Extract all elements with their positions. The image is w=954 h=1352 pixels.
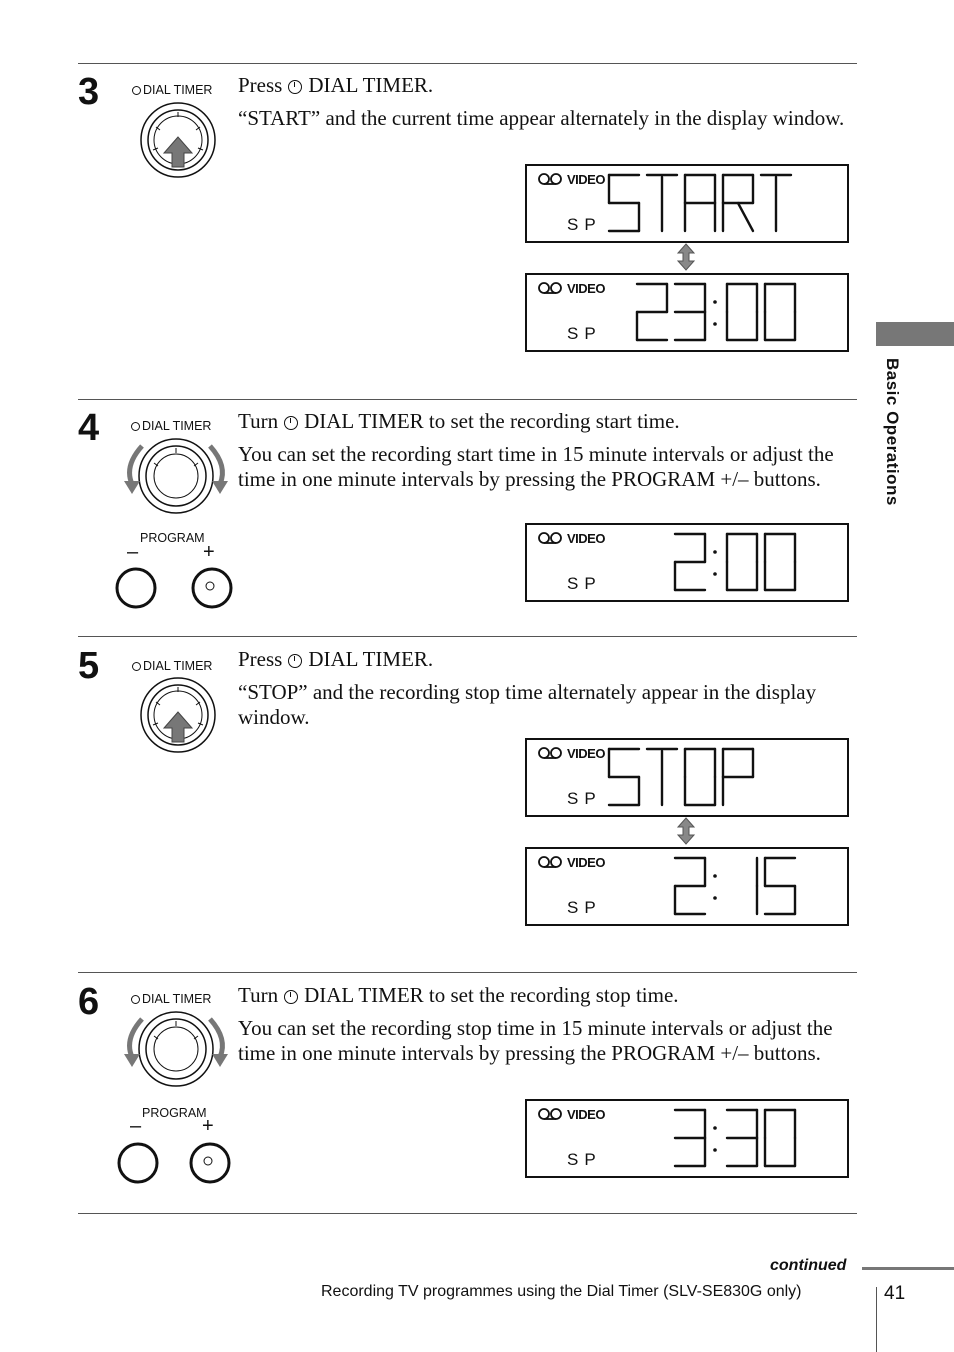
footer-title: Recording TV programmes using the Dial Timer (SLV-SE830G only) <box>321 1283 802 1300</box>
step-number: 5 <box>78 645 100 687</box>
colon-dot <box>713 322 717 326</box>
display-digit <box>765 284 795 340</box>
display-digit <box>675 534 705 590</box>
dial-timer-label: DIAL TIMER <box>132 659 212 673</box>
display-segments <box>527 275 847 350</box>
step-number: 4 <box>78 407 100 449</box>
colon-dot <box>713 572 717 576</box>
program-label: PROGRAM <box>142 1106 207 1120</box>
sp-indicator: SP <box>567 215 602 234</box>
sp-indicator: SP <box>567 789 602 808</box>
dial-timer-turn-icon <box>118 1009 236 1089</box>
program-label: PROGRAM <box>140 531 205 545</box>
dial-timer-label: DIAL TIMER <box>131 419 211 433</box>
step-body: “START” and the current time appear alternately in the display window. <box>238 106 845 130</box>
divider <box>78 399 857 400</box>
dial-timer-label: DIAL TIMER <box>132 83 212 97</box>
step-body: You can set the recording start time in 15 minute intervals or adjust the time in one minute intervals by pressing the PROGRAM +/– buttons. <box>238 442 834 491</box>
video-indicator: VIDEO <box>537 746 605 761</box>
sp-indicator: SP <box>567 574 602 593</box>
plus-sign: + <box>202 1115 214 1137</box>
display-digit <box>609 749 639 805</box>
minus-sign: – <box>127 541 139 563</box>
colon-dot <box>713 874 717 878</box>
display-digit <box>727 534 757 590</box>
step-text <box>238 73 853 131</box>
video-indicator: VIDEO <box>537 281 605 296</box>
continued-label: continued <box>770 1257 847 1274</box>
step-text <box>238 647 853 730</box>
display-window <box>525 523 849 602</box>
video-indicator: VIDEO <box>537 855 605 870</box>
continued-rule <box>862 1267 954 1270</box>
display-digit <box>647 175 677 231</box>
step-text <box>238 409 853 492</box>
step-number: 6 <box>78 981 100 1023</box>
minus-sign: – <box>130 1115 142 1137</box>
display-digit <box>675 858 705 914</box>
video-indicator: VIDEO <box>537 531 605 546</box>
step-instruction: Press DIAL TIMER. <box>238 647 434 671</box>
program-plus-button-icon <box>190 566 234 610</box>
video-indicator: VIDEO <box>537 172 605 187</box>
footer-divider <box>876 1287 877 1352</box>
colon-dot <box>713 1148 717 1152</box>
display-segments <box>527 1101 847 1176</box>
program-plus-button-icon <box>188 1141 232 1185</box>
display-window <box>525 847 849 926</box>
display-digit <box>675 284 705 340</box>
alternate-arrow-icon <box>677 243 695 271</box>
colon-dot <box>713 300 717 304</box>
display-digit <box>723 175 753 231</box>
step-instruction: Turn DIAL TIMER to set the recording stop time. <box>238 983 679 1007</box>
dial-timer-press-icon <box>137 101 219 179</box>
video-indicator: VIDEO <box>537 1107 605 1122</box>
display-digit <box>765 858 795 914</box>
section-tab <box>876 322 954 346</box>
alternate-arrow-icon <box>677 817 695 845</box>
timer-icon <box>131 995 140 1004</box>
timer-icon <box>132 86 141 95</box>
display-window <box>525 164 849 243</box>
timer-icon <box>132 662 141 671</box>
program-minus-button-icon <box>114 566 158 610</box>
timer-icon <box>288 80 302 94</box>
display-segments <box>527 166 847 241</box>
dial-timer-turn-icon <box>118 436 236 516</box>
step-body: “STOP” and the recording stop time alternately appear in the display window. <box>238 680 817 729</box>
display-segments <box>527 740 847 815</box>
timer-icon <box>288 654 302 668</box>
dial-timer-label: DIAL TIMER <box>131 992 211 1006</box>
step-instruction: Turn DIAL TIMER to set the recording start time. <box>238 409 680 433</box>
display-segments <box>527 525 847 600</box>
display-window <box>525 273 849 352</box>
display-digit <box>761 175 791 231</box>
display-digit <box>765 1110 795 1166</box>
divider <box>78 1213 857 1214</box>
divider <box>78 636 857 637</box>
display-window <box>525 1099 849 1178</box>
plus-sign: + <box>203 541 215 563</box>
step-number: 3 <box>78 71 100 113</box>
display-digit <box>765 534 795 590</box>
step-text <box>238 983 853 1066</box>
display-segments <box>527 849 847 924</box>
display-digit <box>675 1110 705 1166</box>
step-instruction: Press DIAL TIMER. <box>238 73 434 97</box>
step-body: You can set the recording stop time in 15 minute intervals or adjust the time in one minute intervals by pressing the PROGRAM +/– buttons. <box>238 1016 833 1065</box>
colon-dot <box>713 896 717 900</box>
divider <box>78 63 857 64</box>
program-minus-button-icon <box>116 1141 160 1185</box>
display-digit <box>685 175 715 231</box>
timer-icon <box>284 990 298 1004</box>
dial-timer-press-icon <box>137 676 219 754</box>
display-digit <box>609 175 639 231</box>
display-digit <box>637 284 667 340</box>
section-title: Basic Operations <box>883 358 902 506</box>
display-digit <box>727 284 757 340</box>
divider <box>78 972 857 973</box>
sp-indicator: SP <box>567 324 602 343</box>
page-number: 41 <box>884 1283 906 1304</box>
timer-icon <box>131 422 140 431</box>
display-digit <box>727 1110 757 1166</box>
display-digit <box>685 749 715 805</box>
colon-dot <box>713 1126 717 1130</box>
colon-dot <box>713 550 717 554</box>
display-digit <box>723 749 753 805</box>
sp-indicator: SP <box>567 898 602 917</box>
sp-indicator: SP <box>567 1150 602 1169</box>
display-digit <box>647 749 677 805</box>
segment <box>738 203 753 231</box>
timer-icon <box>284 416 298 430</box>
display-window <box>525 738 849 817</box>
